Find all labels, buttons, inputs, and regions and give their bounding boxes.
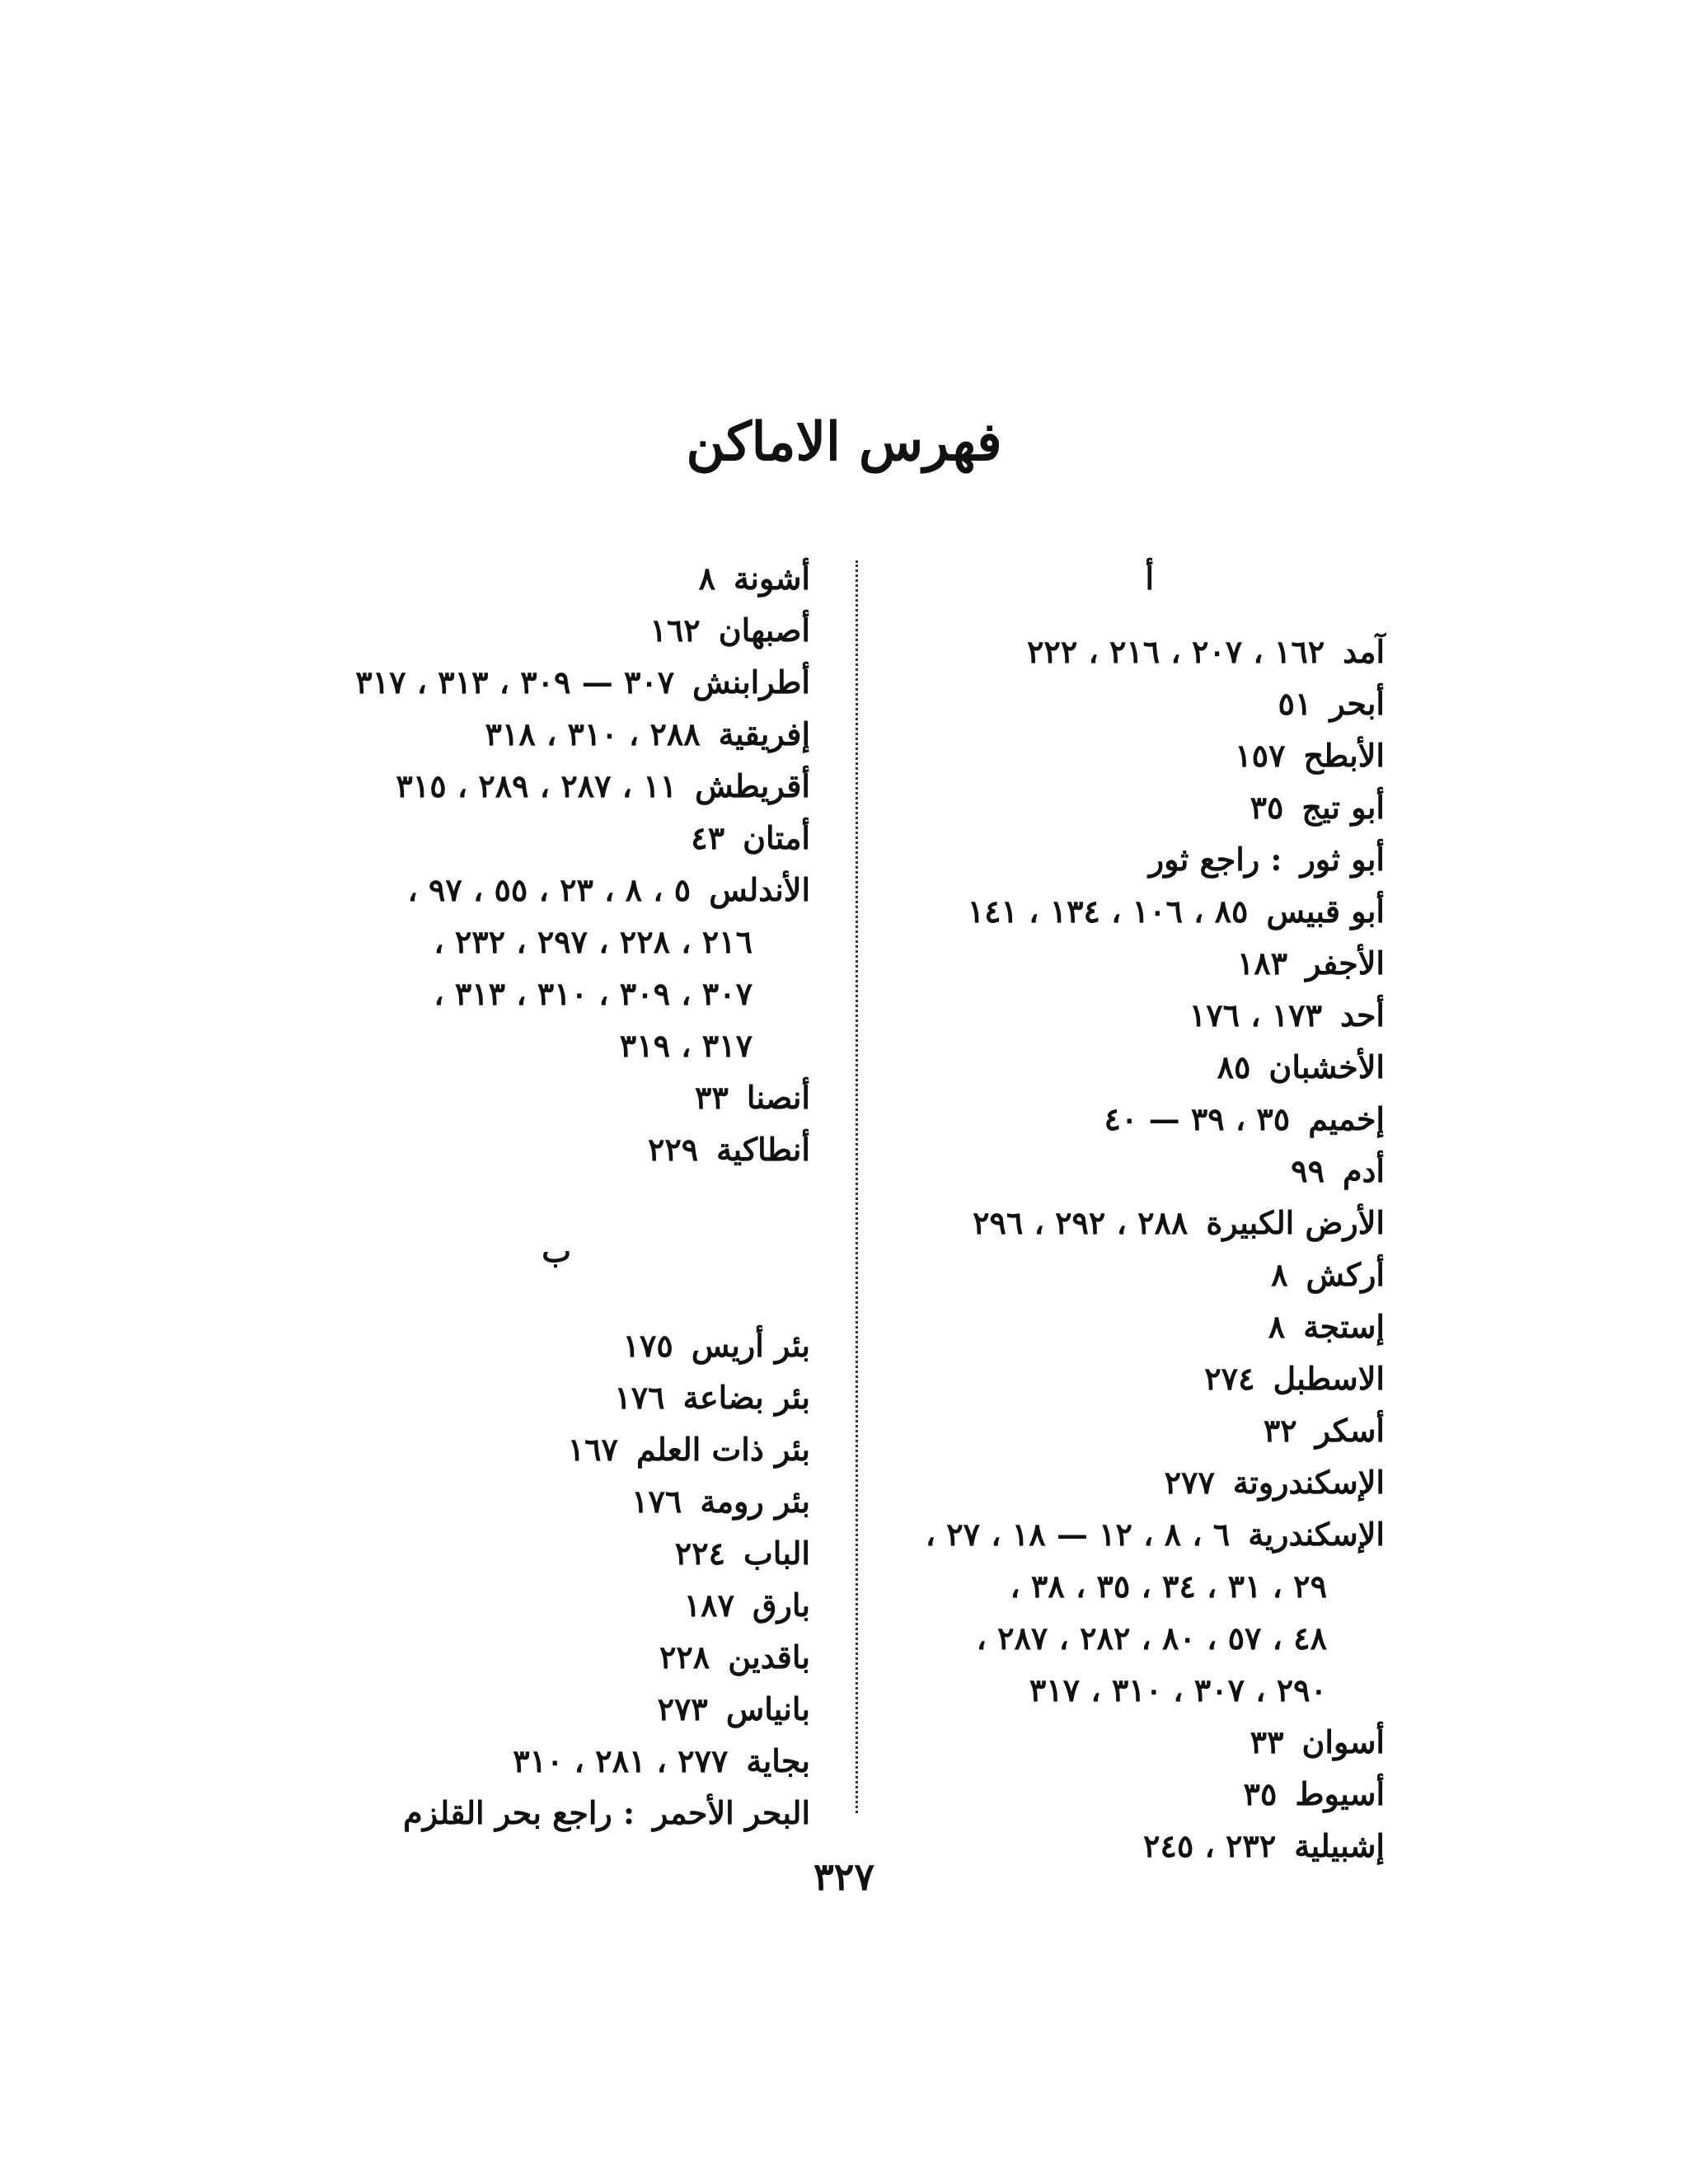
index-entry (233, 1475, 810, 1527)
index-entry (233, 1631, 810, 1683)
index-entry (824, 1197, 1385, 1249)
entry-pages: ٣٢ (1263, 1412, 1297, 1449)
entry-pages: ١٧٣ ، ١٧٦ (1189, 996, 1322, 1033)
entry-name: بانياس (725, 1690, 810, 1727)
entry-continuation: ٢٩ ، ٣١ ، ٣٤ ، ٣٥ ، ٣٨ ، (1010, 1568, 1327, 1605)
index-entry (824, 677, 1385, 729)
index-entry (233, 1579, 810, 1631)
index-entry (233, 552, 810, 604)
entry-pages: ١٧٦ (631, 1483, 682, 1520)
entry-name: إشبيلية (1294, 1827, 1385, 1864)
entry-pages: ١٨٣ (1236, 944, 1288, 982)
entry-name: أبو قبيس (1266, 893, 1385, 930)
entry-pages: ٥١ (1278, 685, 1312, 722)
entry-name: الاسطبل (1273, 1360, 1385, 1397)
entry-pages: ٨٥ (1217, 1048, 1251, 1085)
entry-name: إفريقية (718, 715, 810, 752)
entry-name: أبحر (1329, 685, 1385, 722)
entry-pages: ٦ ، ٨ ، ١٢ — ١٨ ، ٢٧ ، (925, 1516, 1231, 1553)
entry-name: أسيوط (1295, 1775, 1385, 1812)
entry-pages: ٢٧٧ ، ٢٨١ ، ٣١٠ (513, 1742, 729, 1779)
entry-pages: : راجع بحر القلزم (403, 1794, 635, 1831)
entry-pages: ١٨٧ (683, 1586, 734, 1624)
index-entry (233, 708, 810, 760)
entry-pages: ٢٢٤ (674, 1535, 726, 1572)
entry-pages: ٨ (1268, 1308, 1286, 1345)
index-entry (824, 1249, 1385, 1301)
index-entry (824, 1301, 1385, 1352)
index-entry (824, 1041, 1385, 1093)
entry-pages: ٢٧٣ (657, 1690, 708, 1727)
entry-pages: ٤٣ (691, 819, 725, 856)
entry-name: الإسكندروتة (1232, 1464, 1385, 1501)
entry-pages: ٢٨٨ ، ٢٩٢ ، ٢٩٦ (973, 1204, 1189, 1241)
entry-name: أقريطش (695, 767, 810, 804)
page-title: فهرس الاماكن (686, 411, 1002, 473)
entry-name: إستجة (1303, 1308, 1385, 1345)
entry-name: بئر رومة (700, 1483, 810, 1520)
entry-pages: ٢٢٩ (647, 1131, 699, 1168)
index-entry (824, 729, 1385, 781)
entry-name: أركش (1306, 1256, 1385, 1293)
entry-name: أطرابنش (692, 663, 810, 701)
entry-name: بارق (753, 1586, 810, 1624)
entry-pages: ٣٣ (695, 1079, 729, 1116)
entry-name: باقدين (728, 1638, 810, 1675)
index-entry (824, 781, 1385, 833)
index-column-left (233, 552, 810, 1839)
entry-pages: ٣٥ ، ٣٩ — ٤٠ (1104, 1100, 1291, 1137)
entry-name: أسكر (1315, 1412, 1385, 1449)
entry-pages: ٩٩ (1291, 1152, 1325, 1189)
entry-name: بجاية (746, 1742, 810, 1779)
index-entry (824, 626, 1385, 677)
entry-pages: ٢٧٧ (1164, 1464, 1215, 1501)
index-entry (233, 1123, 810, 1175)
entry-continuation: ٢٩٠ ، ٣٠٧ ، ٣١٠ ، ٣١٧ (1029, 1671, 1327, 1708)
entry-name: أنطاكية (716, 1131, 810, 1168)
entry-name: الأندلس (709, 871, 810, 908)
entry-pages: ٥ ، ٨ ، ٢٣ ، ٥٥ ، ٩٧ ، (407, 871, 692, 908)
entry-name: أمتان (743, 819, 810, 856)
entry-name: أحد (1340, 996, 1385, 1033)
entry-name: آمد (1343, 633, 1385, 670)
entry-name: البحر الأحمر (653, 1794, 810, 1831)
index-entry (824, 1352, 1385, 1404)
section-letter-ba: ب (542, 1232, 571, 1269)
index-entry (233, 864, 810, 916)
index-entry (824, 1404, 1385, 1456)
entry-name: أشونة (734, 560, 810, 597)
entry-continuation: ٣٠٧ ، ٣٠٩ ، ٣١٠ ، ٣١٣ ، (434, 975, 753, 1012)
entry-name: بئر بضاعة (682, 1379, 810, 1416)
index-entry (824, 833, 1385, 885)
entry-pages: ١٧٥ (622, 1327, 673, 1364)
entry-name: أنصنا (746, 1079, 810, 1116)
entry-name: أبو تيج (1301, 789, 1385, 826)
column-divider (856, 560, 858, 1813)
index-entry (233, 1787, 810, 1839)
section-letter-alif: أ (1145, 560, 1154, 597)
index-entry (824, 1145, 1385, 1197)
index-entry (233, 1371, 810, 1423)
entry-continuation: ٢١٦ ، ٢٢٨ ، ٢٩٧ ، ٢٣٢ ، (434, 923, 753, 960)
index-entry (233, 1423, 810, 1475)
entry-pages: ٣٠٧ — ٣٠٩ ، ٣١٣ ، ٣١٧ (355, 663, 675, 701)
index-entry (233, 1683, 810, 1735)
entry-pages: ٨ (698, 560, 716, 597)
index-entry (824, 885, 1385, 937)
index-entry (233, 1527, 810, 1579)
entry-pages: ٨٥ ، ١٠٦ ، ١٣٤ ، ١٤١ (967, 893, 1249, 930)
entry-name: الأرض الكبيرة (1206, 1204, 1385, 1241)
index-entry (824, 1716, 1385, 1768)
entry-pages: ١٧٦ (614, 1379, 665, 1416)
index-entry (824, 1456, 1385, 1508)
entry-pages: ٢٢٨ (659, 1638, 710, 1675)
index-entry (233, 1071, 810, 1123)
entry-pages: : راجع ثور (1148, 841, 1282, 878)
index-entry (233, 812, 810, 864)
entry-pages: ٣٣ (1250, 1723, 1284, 1760)
entry-name: الإسكندرية (1248, 1516, 1385, 1553)
index-entry (233, 604, 810, 656)
entry-name: بئر أريس (691, 1327, 810, 1364)
index-entry (233, 1735, 810, 1787)
entry-pages: ١٦٢ ، ٢٠٧ ، ٢١٦ ، ٢٢٢ (1027, 633, 1325, 670)
index-entry (824, 1508, 1385, 1560)
entry-pages: ٢٣٢ ، ٢٤٥ (1143, 1827, 1277, 1864)
entry-name: أصبهان (718, 612, 810, 649)
entry-name: الأبطح (1303, 737, 1385, 774)
entry-continuation: ٣١٧ ، ٣١٩ (619, 1027, 753, 1064)
page-number: ٣٢٧ (813, 1854, 875, 1899)
entry-pages: ١٥٧ (1235, 737, 1286, 774)
entry-name: الأخشبان (1268, 1048, 1385, 1085)
entry-pages: ٢٨٨ ، ٣١٠ ، ٣١٨ (485, 715, 701, 752)
index-entry (824, 1768, 1385, 1820)
entry-name: أدم (1342, 1152, 1385, 1189)
index-entry (824, 989, 1385, 1041)
index-entry (824, 937, 1385, 989)
entry-pages: ٣٥ (1250, 789, 1284, 826)
entry-pages: ١١ ، ٢٨٧ ، ٢٨٩ ، ٣١٥ (396, 767, 678, 804)
entry-continuation: ٤٨ ، ٥٧ ، ٨٠ ، ٢٨٢ ، ٢٨٧ ، (976, 1619, 1327, 1657)
index-entry (824, 1093, 1385, 1145)
index-entry (233, 1319, 810, 1371)
entry-pages: ١٦٢ (649, 612, 701, 649)
entry-name: أبو ثور (1300, 841, 1385, 878)
index-entry (233, 760, 810, 812)
entry-pages: ١٦٧ (567, 1431, 618, 1468)
entry-pages: ٣٥ (1243, 1775, 1278, 1812)
entry-name: إخميم (1308, 1100, 1385, 1137)
entry-name: الأجفر (1306, 944, 1385, 982)
entry-name: أسوان (1301, 1723, 1385, 1760)
entry-pages: ٢٧٤ (1204, 1360, 1255, 1397)
index-column-right (824, 552, 1385, 1872)
index-entry (233, 656, 810, 708)
entry-name: الباب (743, 1535, 810, 1572)
entry-pages: ٨ (1271, 1256, 1288, 1293)
entry-name: بئر ذات العلم (635, 1431, 810, 1468)
